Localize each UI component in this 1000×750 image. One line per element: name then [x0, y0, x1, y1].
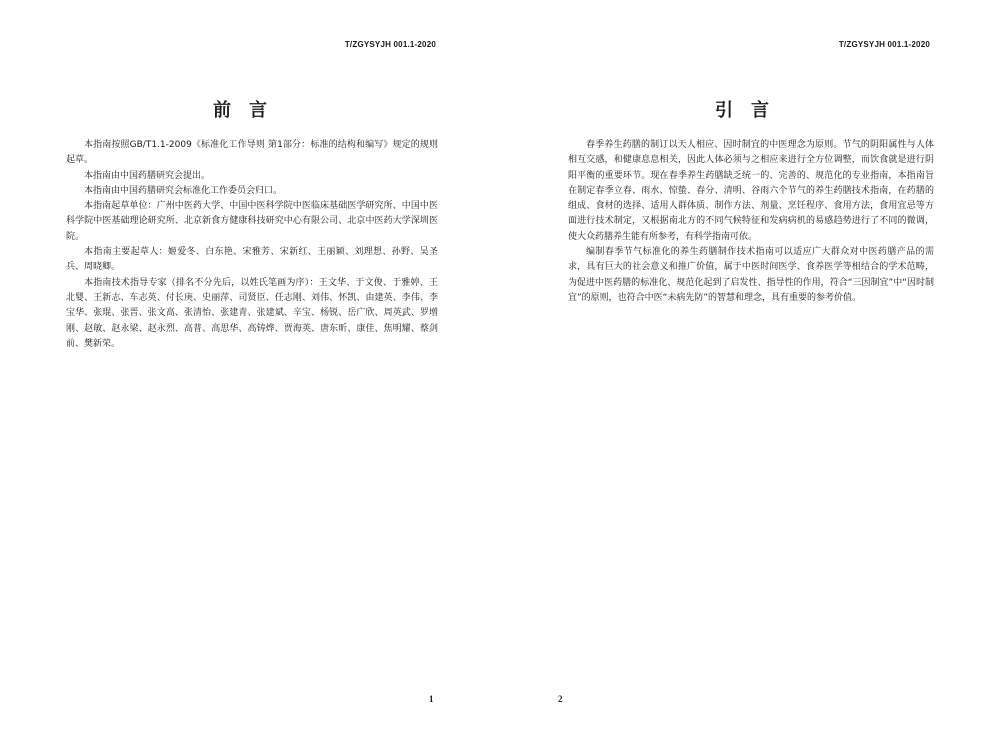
introduction-body: [568, 138, 934, 306]
foreword-body: [66, 138, 438, 352]
paragraph: 本指南主要起草人：姬爱冬、白东艳、宋雅芳、宋新红、王丽颖、刘理想、孙野、吴圣兵、周晓卿。: [66, 247, 438, 273]
paragraph: 本指南由中国药膳研究会提出。: [84, 170, 211, 181]
page-title: 引言: [715, 100, 787, 121]
standard-code: T/ZGYSYJH 001.1-2020: [838, 40, 930, 49]
paragraph: 本指南起草单位：广州中医药大学、中国中医科学院中医临床基础医学研究所、中国中医科学院中医基础理论研究所、北京新食方健康科技研究中心有限公司、北京中医药大学深圳医院。: [66, 201, 438, 242]
page-number: 2: [558, 694, 563, 704]
right-page: [500, 0, 1000, 750]
paragraph: 本指南按照GB/T1.1-2009《标准化工作导则 第1部分：标准的结构和编写》规定的规则起草。: [66, 140, 438, 166]
standard-code: T/ZGYSYJH 001.1-2020: [344, 40, 436, 49]
paragraph: 本指南由中国药膳研究会标准化工作委员会归口。: [84, 185, 283, 196]
page-title: 前言: [213, 100, 285, 121]
paragraph: 春季养生药膳的制订以天人相应、因时制宜的中医理念为原则。节气的阴阳属性与人体相互交感，和健康息息相关，因此人体必须与之相应来进行全方位调整，而饮食就是进行阴阳平衡的重要环节。现在春季养生药膳缺乏统一的、完善的、规范化的专业指南，本指南旨在制定春季立春、雨水、惊蛰、春分、清明、谷雨六个节气的养生药膳技术指南，在药膳的组成、食材的选择、适用人群体质、制作方法、剂量、烹饪程序、食用方法，食用宜忌等方面进行技术制定，又根据南北方的不同气候特征和发病病机的易感趋势进行了不同的微调，使大众药膳养生能有所参考，有科学指南可依。: [568, 140, 934, 242]
paragraph: 编制春季节气标准化的养生药膳制作技术指南可以适应广大群众对中医药膳产品的需求，具有巨大的社会意义和推广价值，属于中医时间医学、食养医学等相结合的学术范畴，为促进中医药膳的标准化、规范化起到了启发性、指导性的作用，符合“三因制宜”中“因时制宜”的原则，也符合中医“未病先防”的智慧和理念，具有重要的参考价值。: [568, 247, 934, 303]
paragraph: 本指南技术指导专家（排名不分先后，以姓氏笔画为序）：王文华、于文俊、于雅婷、王北婴、王新志、车志英、付长庚、史丽萍、司贤臣、任志刚、刘伟、怀凯、由建英、李伟、李宝华、张琨、张晋、张文高、张清怡、张建青、张建斌、辛宝、杨锐、岳广欣、周英武、罗增刚、赵敏、赵永梁、赵永烈、高普、高思华、高铸烨、贾海英、唐东昕、康佳、焦明耀、蔡剑前、樊新荣。: [66, 277, 438, 349]
page-number: 1: [429, 694, 434, 704]
